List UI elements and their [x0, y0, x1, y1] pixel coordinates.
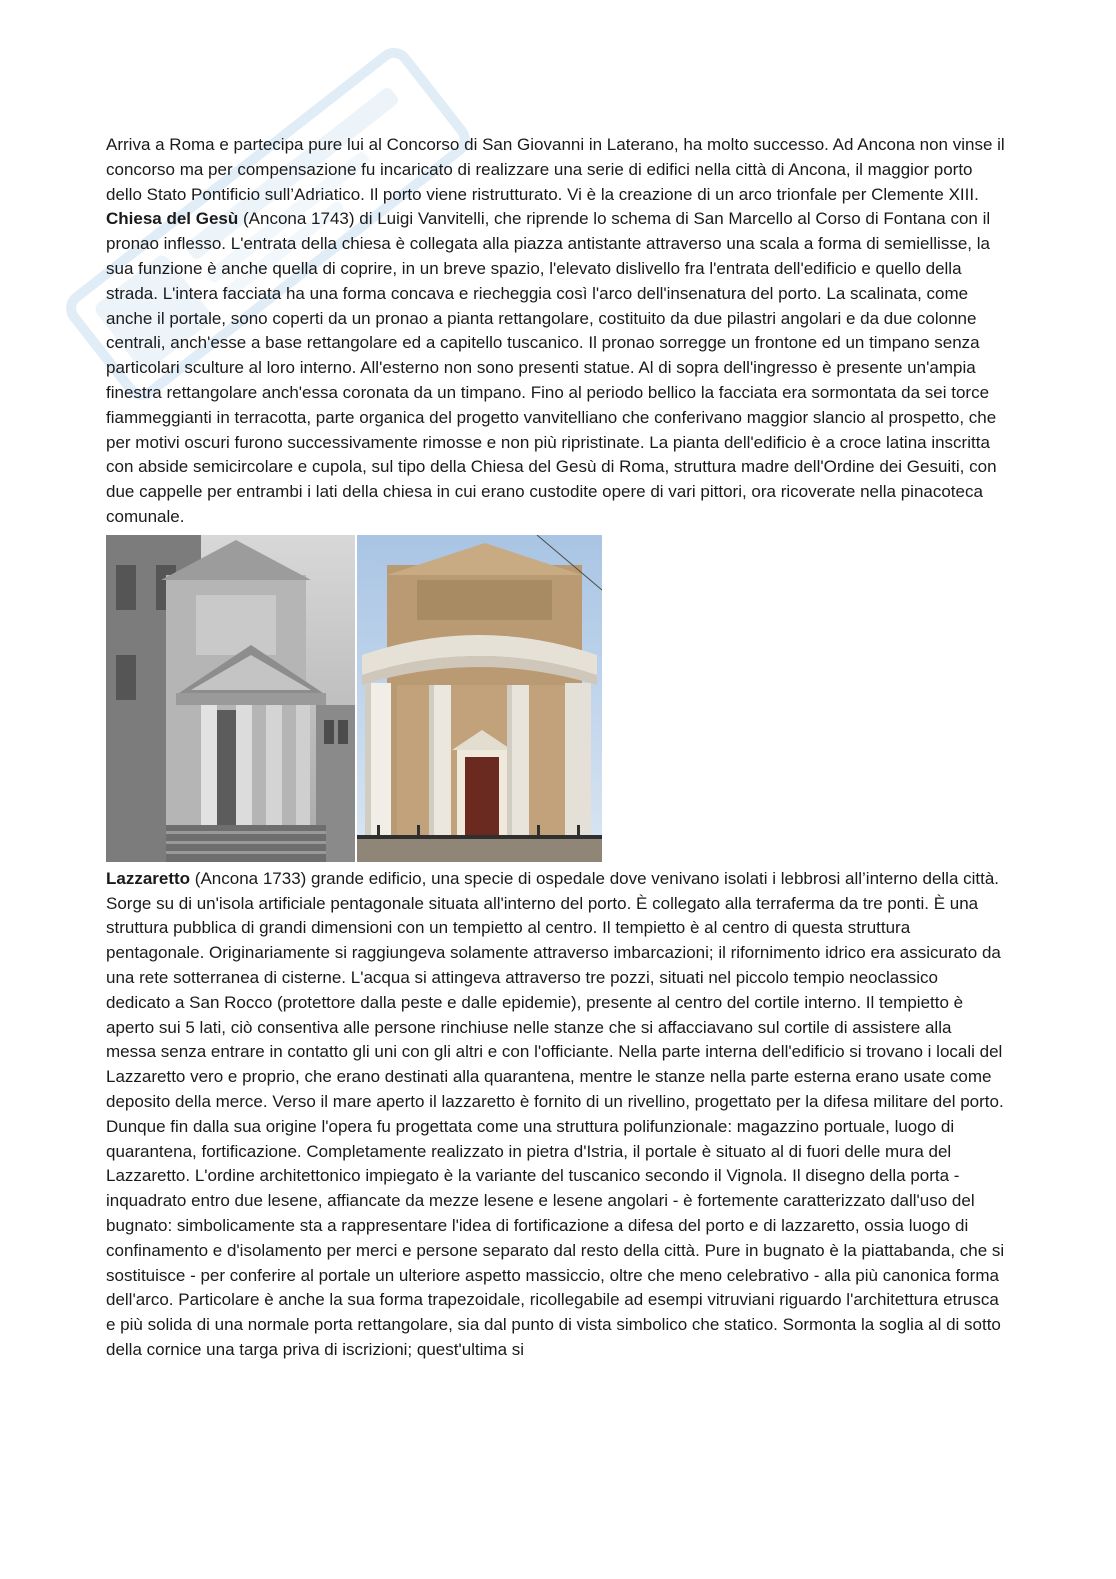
lazzaretto-title: Lazzaretto	[106, 868, 191, 888]
church-photos	[106, 535, 602, 862]
lazzaretto-text: (Ancona 1733) grande edificio, una specie di ospedale dove venivano isolati i lebbrosi all’interno della città. Sorge su di un'isola artificiale pentagonale situata all'interno del porto. È collegato alla terraferma da tre ponti. È una struttura pubblica di grandi dimensioni con un tempietto al centro. Il tempietto è al centro di questa struttura pentagonale. Originariamente si raggiungeva solamente attraverso imbarcazioni; il rifornimento idrico era assicurato da una rete sotterranea di cisterne. L'acqua si attingeva attraverso tre pozzi, situati nel piccolo tempio neoclassico dedicato a San Rocco (protettore dalla peste e dalle epidemie), presente al centro del cortile interno. Il tempietto è aperto sui 5 lati, ciò consentiva alle persone rinchiuse nelle stanze che si affacciavano sul cortile di assistere alla messa senza entrare in contatto gli uni con gli altri e con l'officiante. Nella parte interna dell'edificio si trovano i locali del Lazzaretto vero e proprio, che erano destinati alla quarantena, mentre le stanze nella parte esterna erano usate come deposito della merce. Verso il mare aperto il lazzaretto è fornito di un rivellino, progettato per la difesa militare del porto. Dunque fin dalla sua origine l'opera fu progettata come una struttura polifunzionale: magazzino portuale, luogo di quarantena, fortificazione. Completamente realizzato in pietra d'Istria, il portale è situato al di fuori delle mura del Lazzaretto. L'ordine architettonico impiegato è la variante del tuscanico secondo il Vignola. Il disegno della porta - inquadrato entro due lesene, affiancate da mezze lesene e lesene angolari - è fortemente caratterizzato dall'uso del bugnato: simbolicamente sta a rappresentare l'idea di fortificazione a difesa del porto e di lazzaretto, ossia luogo di confinamento e d'isolamento per merci e persone separato dal resto della città. Pure in bugnato è la piattabanda, che si sostituisce - per conferire al portale un ulteriore aspetto massiccio, oltre che meno celebrativo - alla più canonica forma dell'arco. Particolare è anche la sua forma trapezoidale, ricollegabile ad esempi vitruviani riguardo l'architettura etrusca e più solida di una normale porta rettangolare, sia dal punto di vista simbolico che statico. Sormonta la soglia al di sotto della cornice una targa priva di iscrizioni; quest'ultima si	[106, 868, 1005, 1359]
document-page	[106, 133, 1006, 1363]
church-portico-color-photo-icon	[357, 535, 602, 862]
lazzaretto-paragraph	[106, 867, 1006, 1363]
church-facade-bw-photo-icon	[106, 535, 355, 862]
gesu-text: (Ancona 1743) di Luigi Vanvitelli, che riprende lo schema di San Marcello al Corso di Fontana con il pronao inflesso. L'entrata della chiesa è collegata alla piazza antistante attraverso una scala a forma di semiellisse, la sua funzione è anche quella di coprire, in un breve spazio, l'elevato dislivello fra l'entrata dell'edificio e quello della strada. L'intera facciata ha una forma concava e riecheggia così l'arco dell'insenatura del porto. La scalinata, come anche il portale, sono coperti da un pronao a pianta rettangolare, costituito da due pilastri angolari e da due colonne centrali, anch'esse a base rettangolare ed a capitello tuscanico. Il pronao sorregge un frontone ed un timpano senza particolari sculture al loro interno. All'esterno non sono presenti statue. Al di sopra dell'ingresso è presente un'ampia finestra rettangolare anch'essa coronata da un timpano. Fino al periodo bellico la facciata era sormontata da sei torce fiammeggianti in terracotta, parte organica del progetto vanvitelliano che conferivano maggior slancio al prospetto, che per motivi oscuri furono successivamente rimosse e non più ripristinate. La pianta dell'edificio è a croce latina inscritta con abside semicircolare e cupola, sul tipo della Chiesa del Gesù di Roma, struttura madre dell'Ordine dei Gesuiti, con due cappelle per entrambi i lati della chiesa in cui erano custodite opere di vari pittori, ora ricoverate nella pinacoteca comunale.	[106, 209, 997, 526]
intro-paragraph: Arriva a Roma e partecipa pure lui al Concorso di San Giovanni in Laterano, ha molto successo. Ad Ancona non vinse il concorso ma per compensazione fu incaricato di realizzare una serie di edifici nella città di Ancona, il maggior porto dello Stato Pontificio sull’Adriatico. Il porto viene ristrutturato. Vi è la creazione di un arco trionfale per Clemente XIII.	[106, 135, 1005, 204]
gesu-paragraph	[106, 207, 1006, 529]
gesu-title: Chiesa del Gesù	[106, 209, 239, 229]
